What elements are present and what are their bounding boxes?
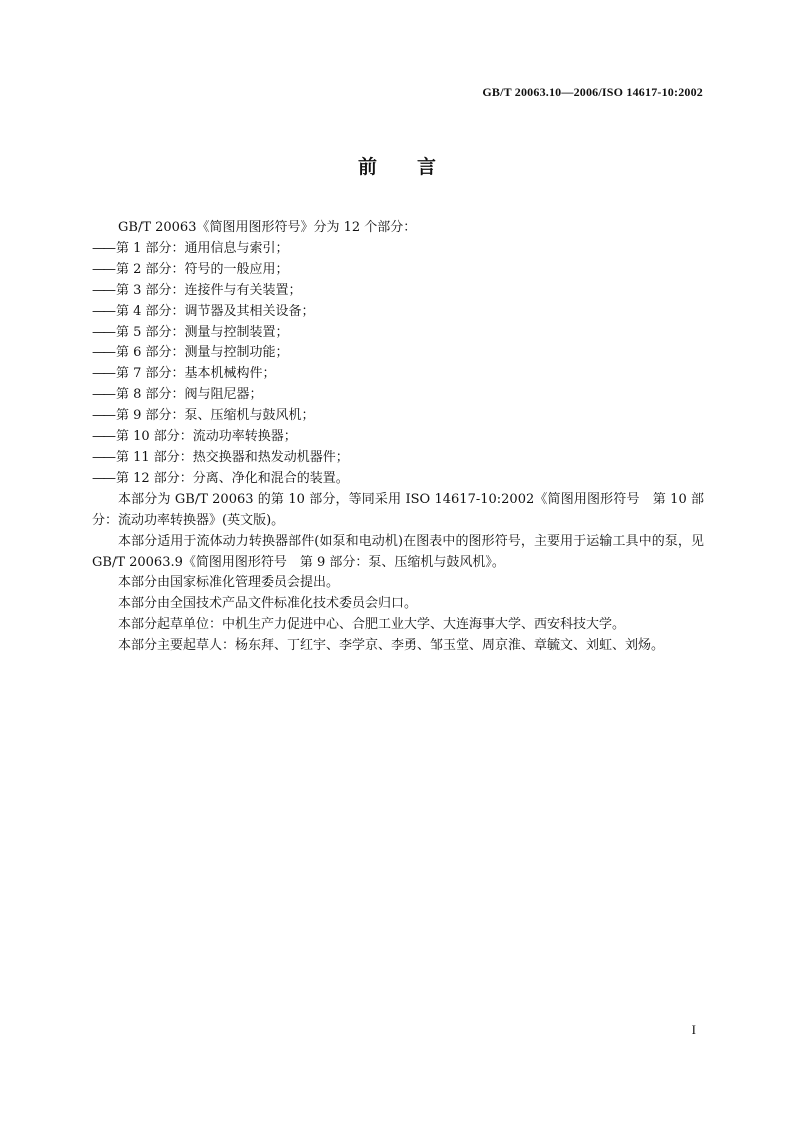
list-item: —— 第 6 部分：测量与控制功能； — [92, 343, 704, 364]
paragraph: 本部分主要起草人：杨东拜、丁红宇、李学京、李勇、邹玉堂、周京淮、章毓文、刘虹、刘炀。 — [118, 638, 665, 654]
foreword-body — [92, 218, 704, 657]
list-item: —— 第 5 部分：测量与控制装置； — [92, 323, 704, 344]
paragraph: 本部分起草单位：中机生产力促进中心、合肥工业大学、大连海事大学、西安科技大学。 — [118, 617, 626, 633]
list-item: —— 第 8 部分：阀与阻尼器； — [92, 385, 704, 406]
list-item: —— 第 7 部分：基本机械构件； — [92, 364, 704, 385]
paragraph: 本部分由国家标准化管理委员会提出。 — [118, 575, 340, 591]
list-item: —— 第 9 部分：泵、压缩机与鼓风机； — [92, 406, 704, 427]
list-item: —— 第 3 部分：连接件与有关装置； — [92, 281, 704, 302]
list-item: —— 第 1 部分：通用信息与索引； — [92, 239, 704, 260]
paragraph: 本部分适用于流体动力转换器部件(如泵和电动机)在图表中的图形符号，主要用于运输工具中的泵，见 GB/T 20063.9《简图用图形符号 第 9 部分：泵、压缩机与鼓风机》。 — [92, 533, 704, 570]
paragraph: 本部分由全国技术产品文件标准化技术委员会归口。 — [118, 596, 418, 612]
list-item: —— 第 10 部分：流动功率转换器； — [92, 427, 704, 448]
list-item: —— 第 2 部分：符号的一般应用； — [92, 260, 704, 281]
page-number: I — [691, 1022, 696, 1037]
list-item: —— 第 4 部分：调节器及其相关设备； — [92, 302, 704, 323]
list-item: —— 第 12 部分：分离、净化和混合的装置。 — [92, 469, 704, 490]
intro-paragraph: GB/T 20063《简图用图形符号》分为 12 个部分： — [118, 220, 417, 235]
standard-number-header: GB/T 20063.10—2006/ISO 14617-10:2002 — [482, 85, 703, 99]
title-char: 言 — [417, 156, 437, 178]
page-title — [0, 152, 794, 179]
title-char: 前 — [357, 156, 377, 178]
paragraph: 本部分为 GB/T 20063 的第 10 部分，等同采用 ISO 14617-10:2002《简图用图形符号 第 10 部分：流动功率转换器》(英文版)。 — [92, 491, 704, 528]
list-item: —— 第 11 部分：热交换器和热发动机器件； — [92, 448, 704, 469]
